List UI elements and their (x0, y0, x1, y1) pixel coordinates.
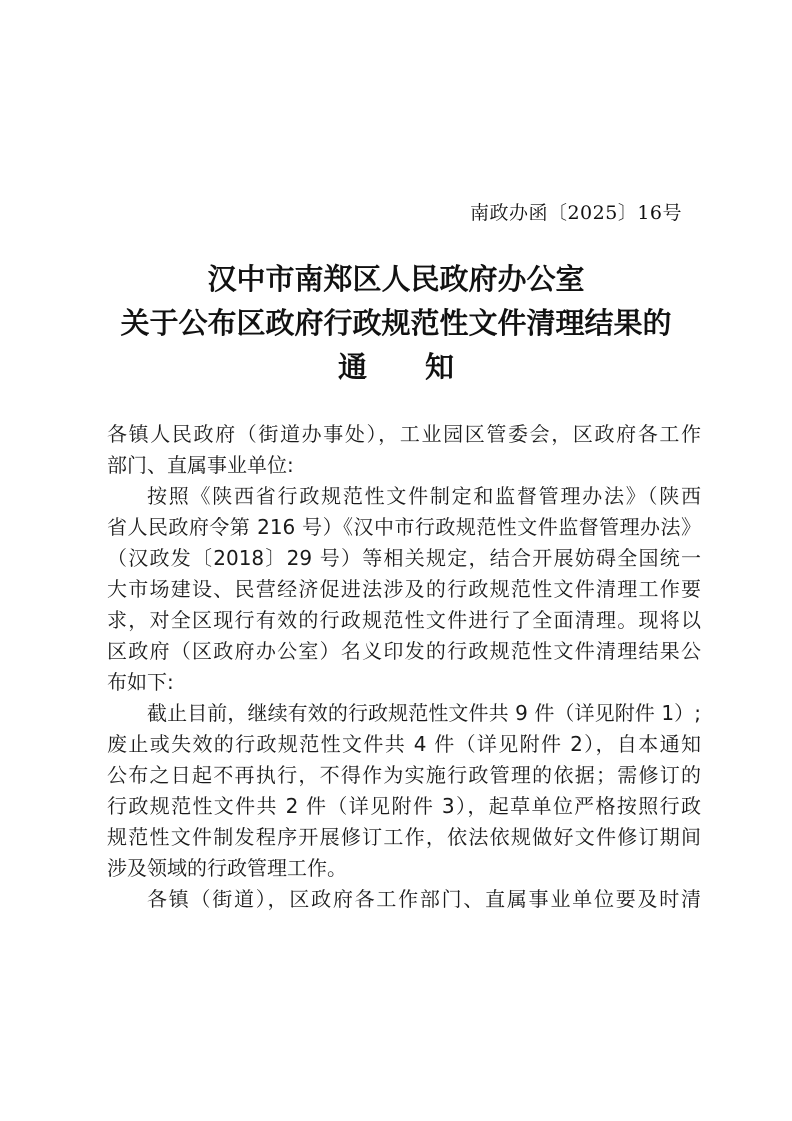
document-body (107, 419, 701, 915)
document-number: 南政办函〔2025〕16号 (469, 202, 682, 224)
paragraph-line: 废止或失效的行政规范性文件共 4 件（详见附件 2），自本通知 (107, 732, 701, 756)
paragraph-line: 各镇（街道），区政府各工作部门、直属事业单位要及时清 (147, 887, 701, 911)
paragraph-line: 区政府（区政府办公室）名义印发的行政规范性文件清理结果公 (107, 639, 701, 663)
paragraph-line: 规范性文件制发程序开展修订工作，依法依规做好文件修订期间 (107, 825, 701, 849)
paragraph-line: 公布之日起不再执行，不得作为实施行政管理的依据；需修订的 (107, 763, 701, 787)
paragraph-line: 大市场建设、民营经济促进法涉及的行政规范性文件清理工作要 (107, 577, 701, 601)
paragraph-line: 截止目前，继续有效的行政规范性文件共 9 件（详见附件 1）; (147, 701, 701, 725)
paragraph-line: 省人民政府令第 216 号）《汉中市行政规范性文件监督管理办法》 (107, 515, 701, 539)
paragraph-line: 涉及领域的行政管理工作。 (107, 856, 347, 880)
paragraph-3 (107, 884, 701, 915)
salutation-line: 各镇人民政府（街道办事处），工业园区管委会，区政府各工作 (107, 422, 701, 446)
paragraph-line: （汉政发〔2018〕29 号）等相关规定，结合开展妨碍全国统一 (107, 546, 701, 570)
salutation-line: 部门、直属事业单位: (107, 453, 294, 477)
paragraph-line: 按照《陕西省行政规范性文件制定和监督管理办法》（陕西 (147, 484, 701, 508)
title-char-1: 通 (337, 350, 367, 384)
paragraph-1 (107, 481, 701, 698)
salutation (107, 419, 701, 481)
paragraph-line: 求，对全区现行有效的行政规范性文件进行了全面清理。现将以 (107, 608, 701, 632)
paragraph-line: 布如下: (107, 670, 174, 694)
document-title (90, 257, 702, 389)
title-line-2: 关于公布区政府行政规范性文件清理结果的 (120, 306, 672, 340)
title-char-2: 知 (425, 350, 455, 384)
paragraph-line: 行政规范性文件共 2 件（详见附件 3），起草单位严格按照行政 (107, 794, 701, 818)
paragraph-2 (107, 698, 701, 884)
title-line-1: 汉中市南郑区人民政府办公室 (207, 262, 585, 296)
title-line-3 (90, 345, 702, 389)
